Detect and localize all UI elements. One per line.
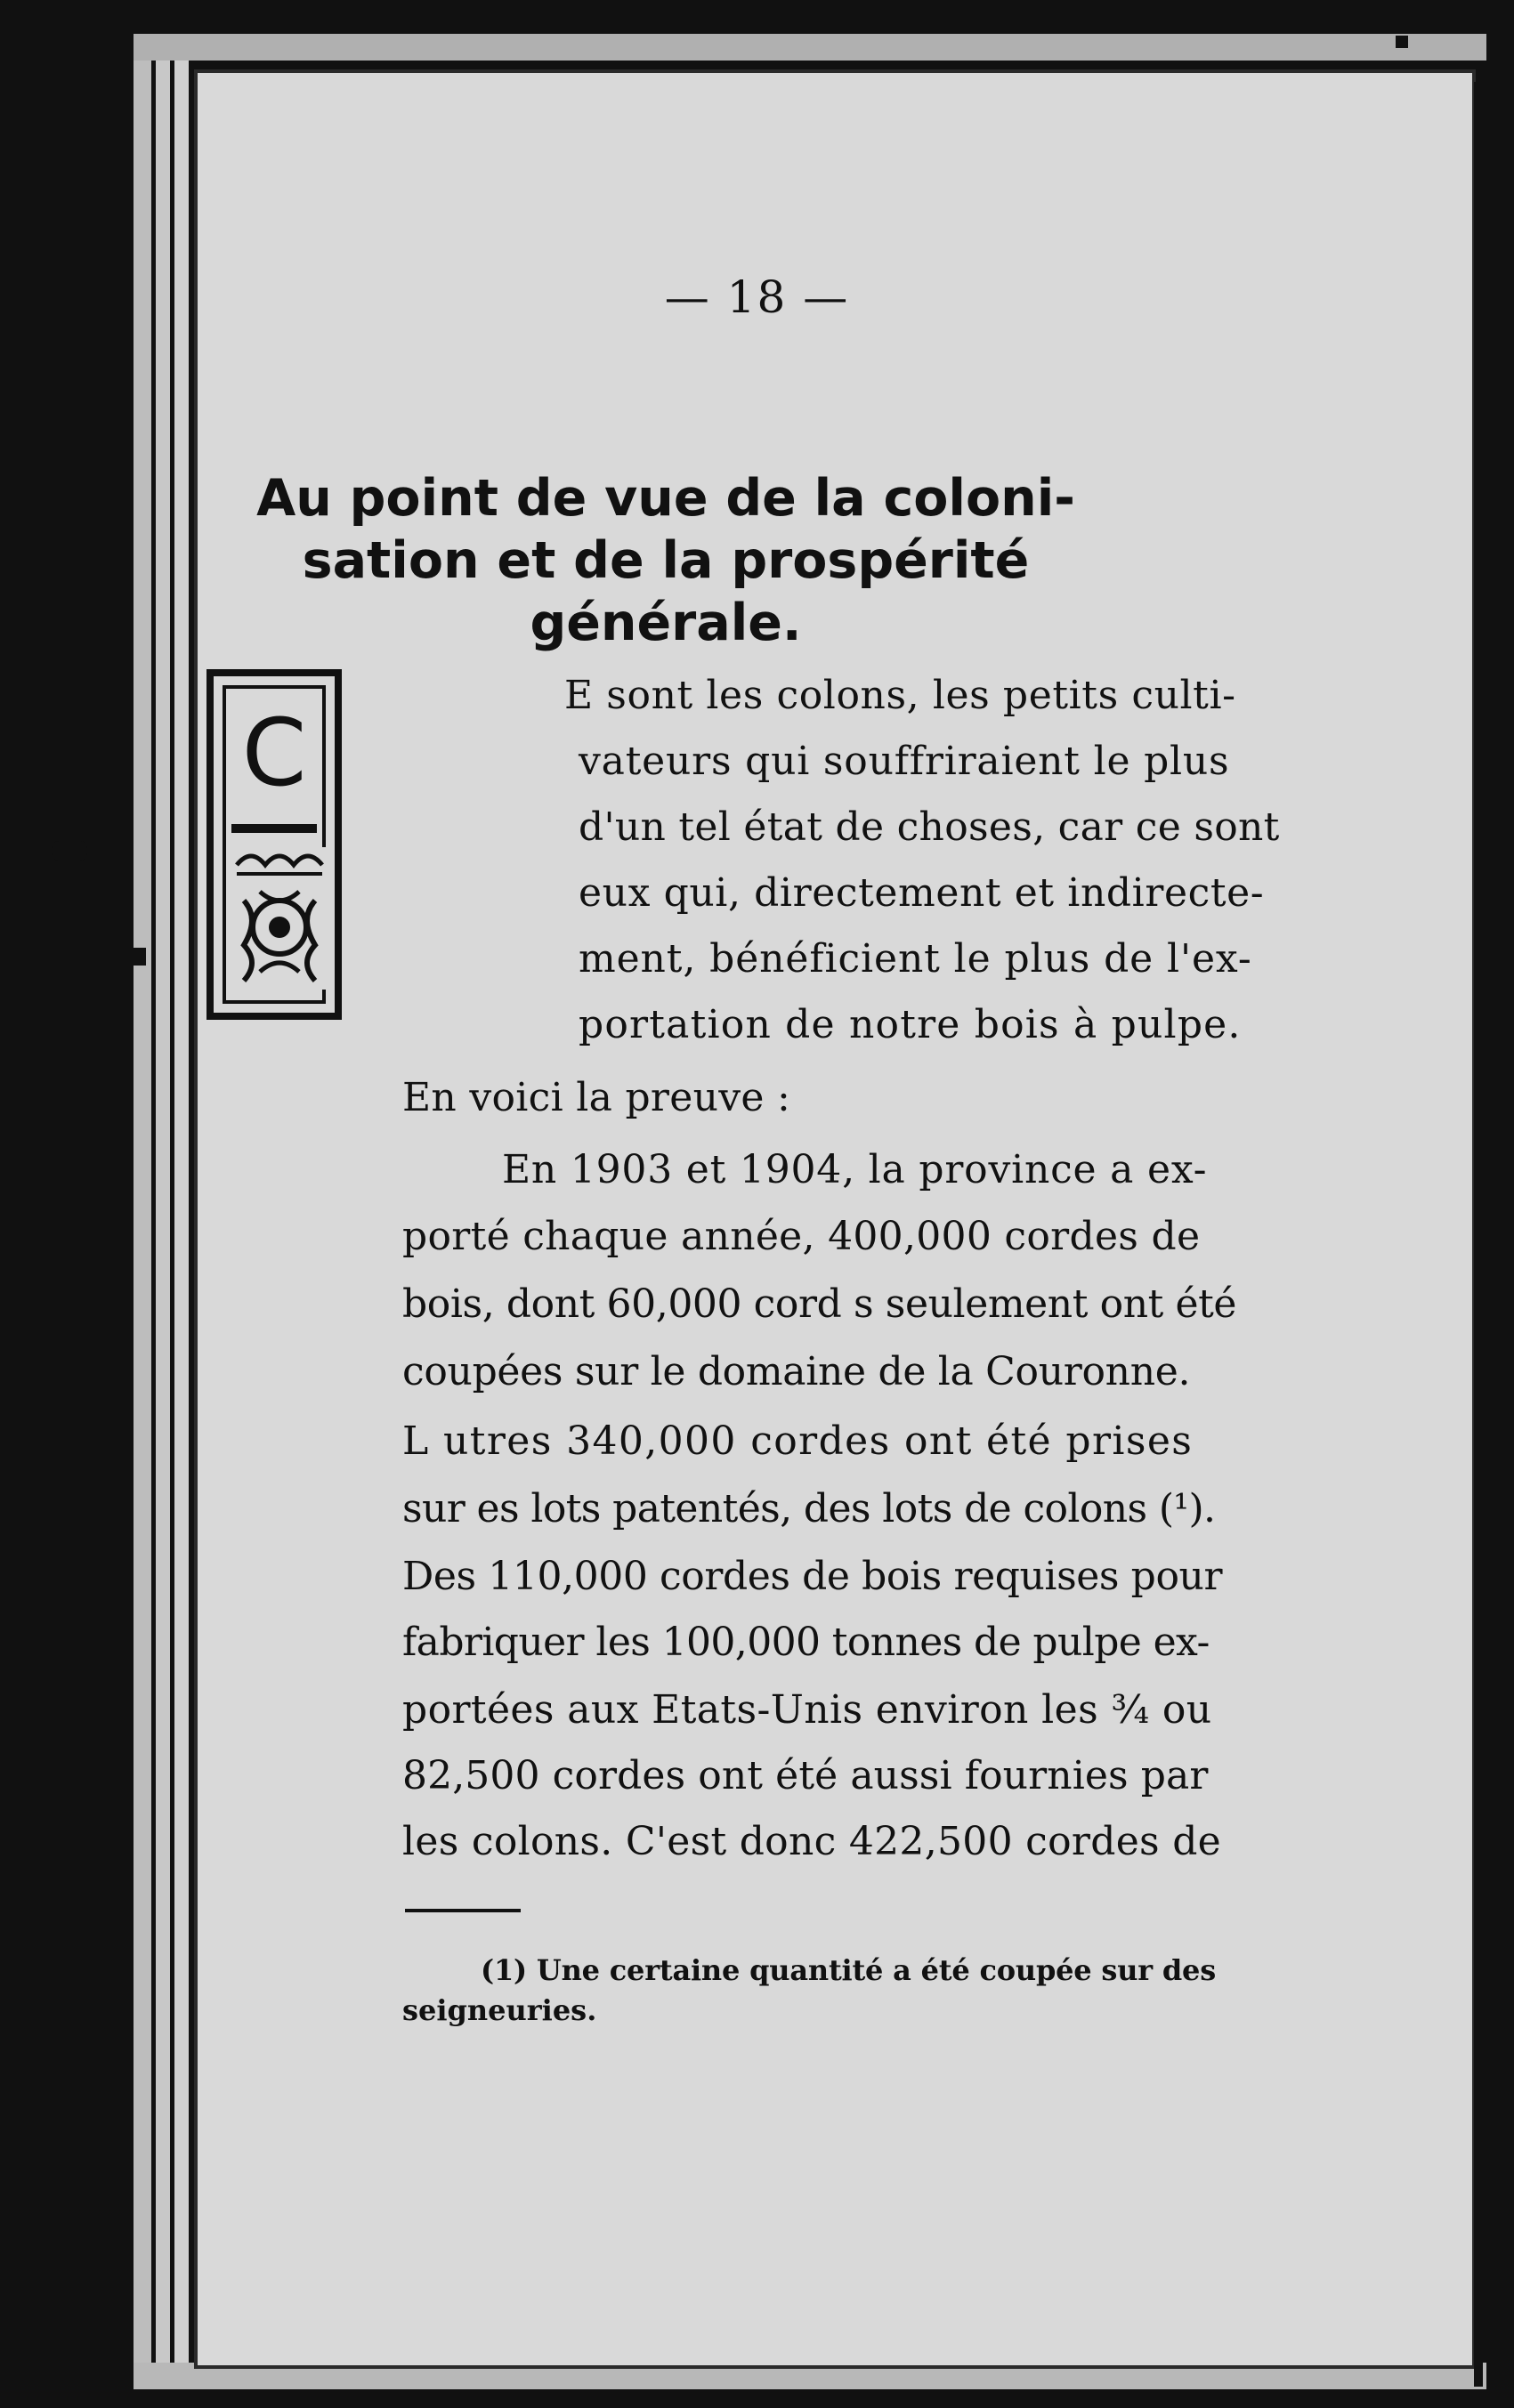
text-line: sur es lots patentés, des lots de colons (¹). <box>402 1486 1216 1531</box>
footnote-divider <box>405 1909 521 1912</box>
heading-line: sation et de la prospérité <box>302 531 1030 590</box>
page-number: — 18 — <box>664 271 850 323</box>
text-line: portation de notre bois à pulpe. <box>579 1002 1242 1047</box>
text-line: eux qui, directement et indirecte- <box>579 870 1265 916</box>
text-line: vateurs qui souffriraient le plus <box>579 739 1230 784</box>
text-line: En 1903 et 1904, la province a ex- <box>502 1147 1208 1192</box>
text-line: portées aux Etats-Unis environ les ¾ ou <box>402 1687 1212 1733</box>
text-line: Des 110,000 cordes de bois requises pour <box>402 1554 1223 1599</box>
heading-line: générale. <box>530 594 802 652</box>
text-line: E sont les colons, les petits culti- <box>564 673 1236 718</box>
text-line: d'un tel état de choses, car ce sont <box>579 804 1280 850</box>
text-line: bois, dont 60,000 cord s seulement ont été <box>402 1281 1237 1327</box>
text-line: les colons. C'est donc 422,500 cordes de <box>402 1819 1222 1864</box>
text-line: porté chaque année, 400,000 cordes de <box>402 1214 1201 1259</box>
text-line: fabriquer les 100,000 tonnes de pulpe ex- <box>402 1620 1210 1665</box>
drop-cap-letter: C <box>241 699 307 807</box>
text-line: ment, bénéficient le plus de l'ex- <box>579 936 1252 982</box>
text-line: coupées sur le domaine de la Couronne. <box>402 1349 1191 1394</box>
footnote-line: seigneuries. <box>402 1993 597 2027</box>
footnote-line: (1) Une certaine quantité a été coupée sur des <box>481 1953 1217 1987</box>
heading-line: Au point de vue de la coloni- <box>256 469 1075 528</box>
text-line: L utres 340,000 cordes ont été prises <box>402 1418 1194 1464</box>
text-line: En voici la preuve : <box>402 1075 791 1120</box>
text-line: 82,500 cordes ont été aussi fournies par <box>402 1753 1209 1798</box>
